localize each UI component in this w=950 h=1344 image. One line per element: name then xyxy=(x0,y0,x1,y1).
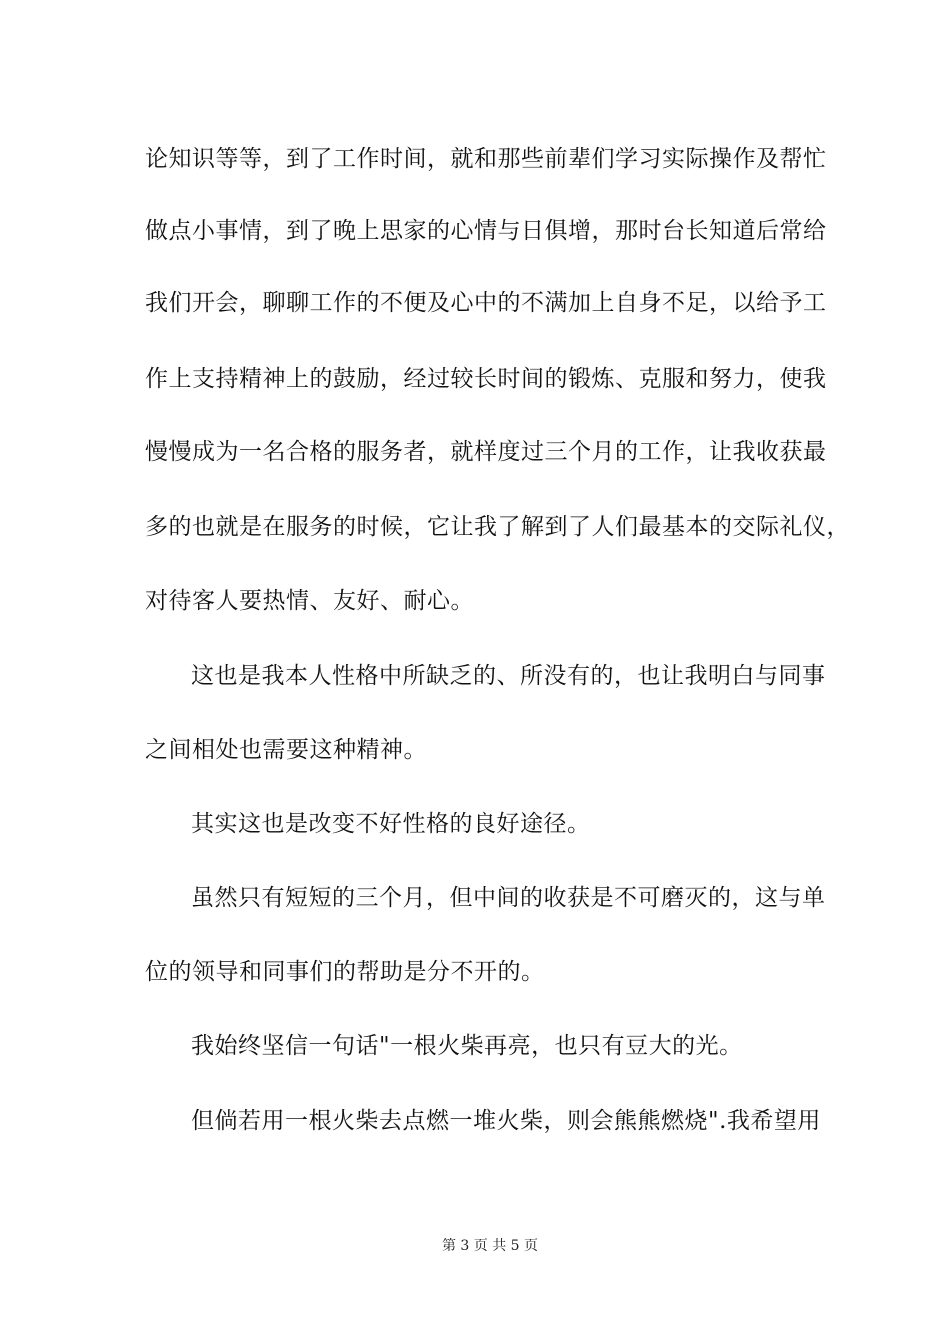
text-line: 做点小事情，到了晚上思家的心情与日俱增，那时台长知道后常给 xyxy=(145,218,827,244)
text-line: 作上支持精神上的鼓励，经过较长时间的锻炼、克服和努力，使我 xyxy=(145,366,827,392)
text-line: 我们开会，聊聊工作的不便及心中的不满加上自身不足，以给予工 xyxy=(145,290,827,316)
text-line: 对待客人要热情、友好、耐心。 xyxy=(145,588,474,614)
paragraph-first-line: 其实这也是改变不好性格的良好途径。 xyxy=(191,811,591,837)
page-number-footer: 第 3 页 共 5 页 xyxy=(441,1238,539,1254)
text-line: 论知识等等，到了工作时间，就和那些前辈们学习实际操作及帮忙 xyxy=(145,146,827,172)
paragraph-first-line: 这也是我本人性格中所缺乏的、所没有的，也让我明白与同事 xyxy=(191,663,826,689)
text-line: 多的也就是在服务的时候，它让我了解到了人们最基本的交际礼仪， xyxy=(145,514,850,540)
text-line: 之间相处也需要这种精神。 xyxy=(145,737,427,763)
paragraph-first-line: 但倘若用一根火柴去点燃一堆火柴，则会熊熊燃烧".我希望用 xyxy=(191,1108,821,1134)
paragraph-first-line: 我始终坚信一句话"一根火柴再亮，也只有豆大的光。 xyxy=(191,1033,743,1059)
paragraph-first-line: 虽然只有短短的三个月，但中间的收获是不可磨灭的，这与单 xyxy=(191,885,826,911)
text-line: 位的领导和同事们的帮助是分不开的。 xyxy=(145,959,545,985)
text-line: 慢慢成为一名合格的服务者，就样度过三个月的工作，让我收获最 xyxy=(145,439,827,465)
